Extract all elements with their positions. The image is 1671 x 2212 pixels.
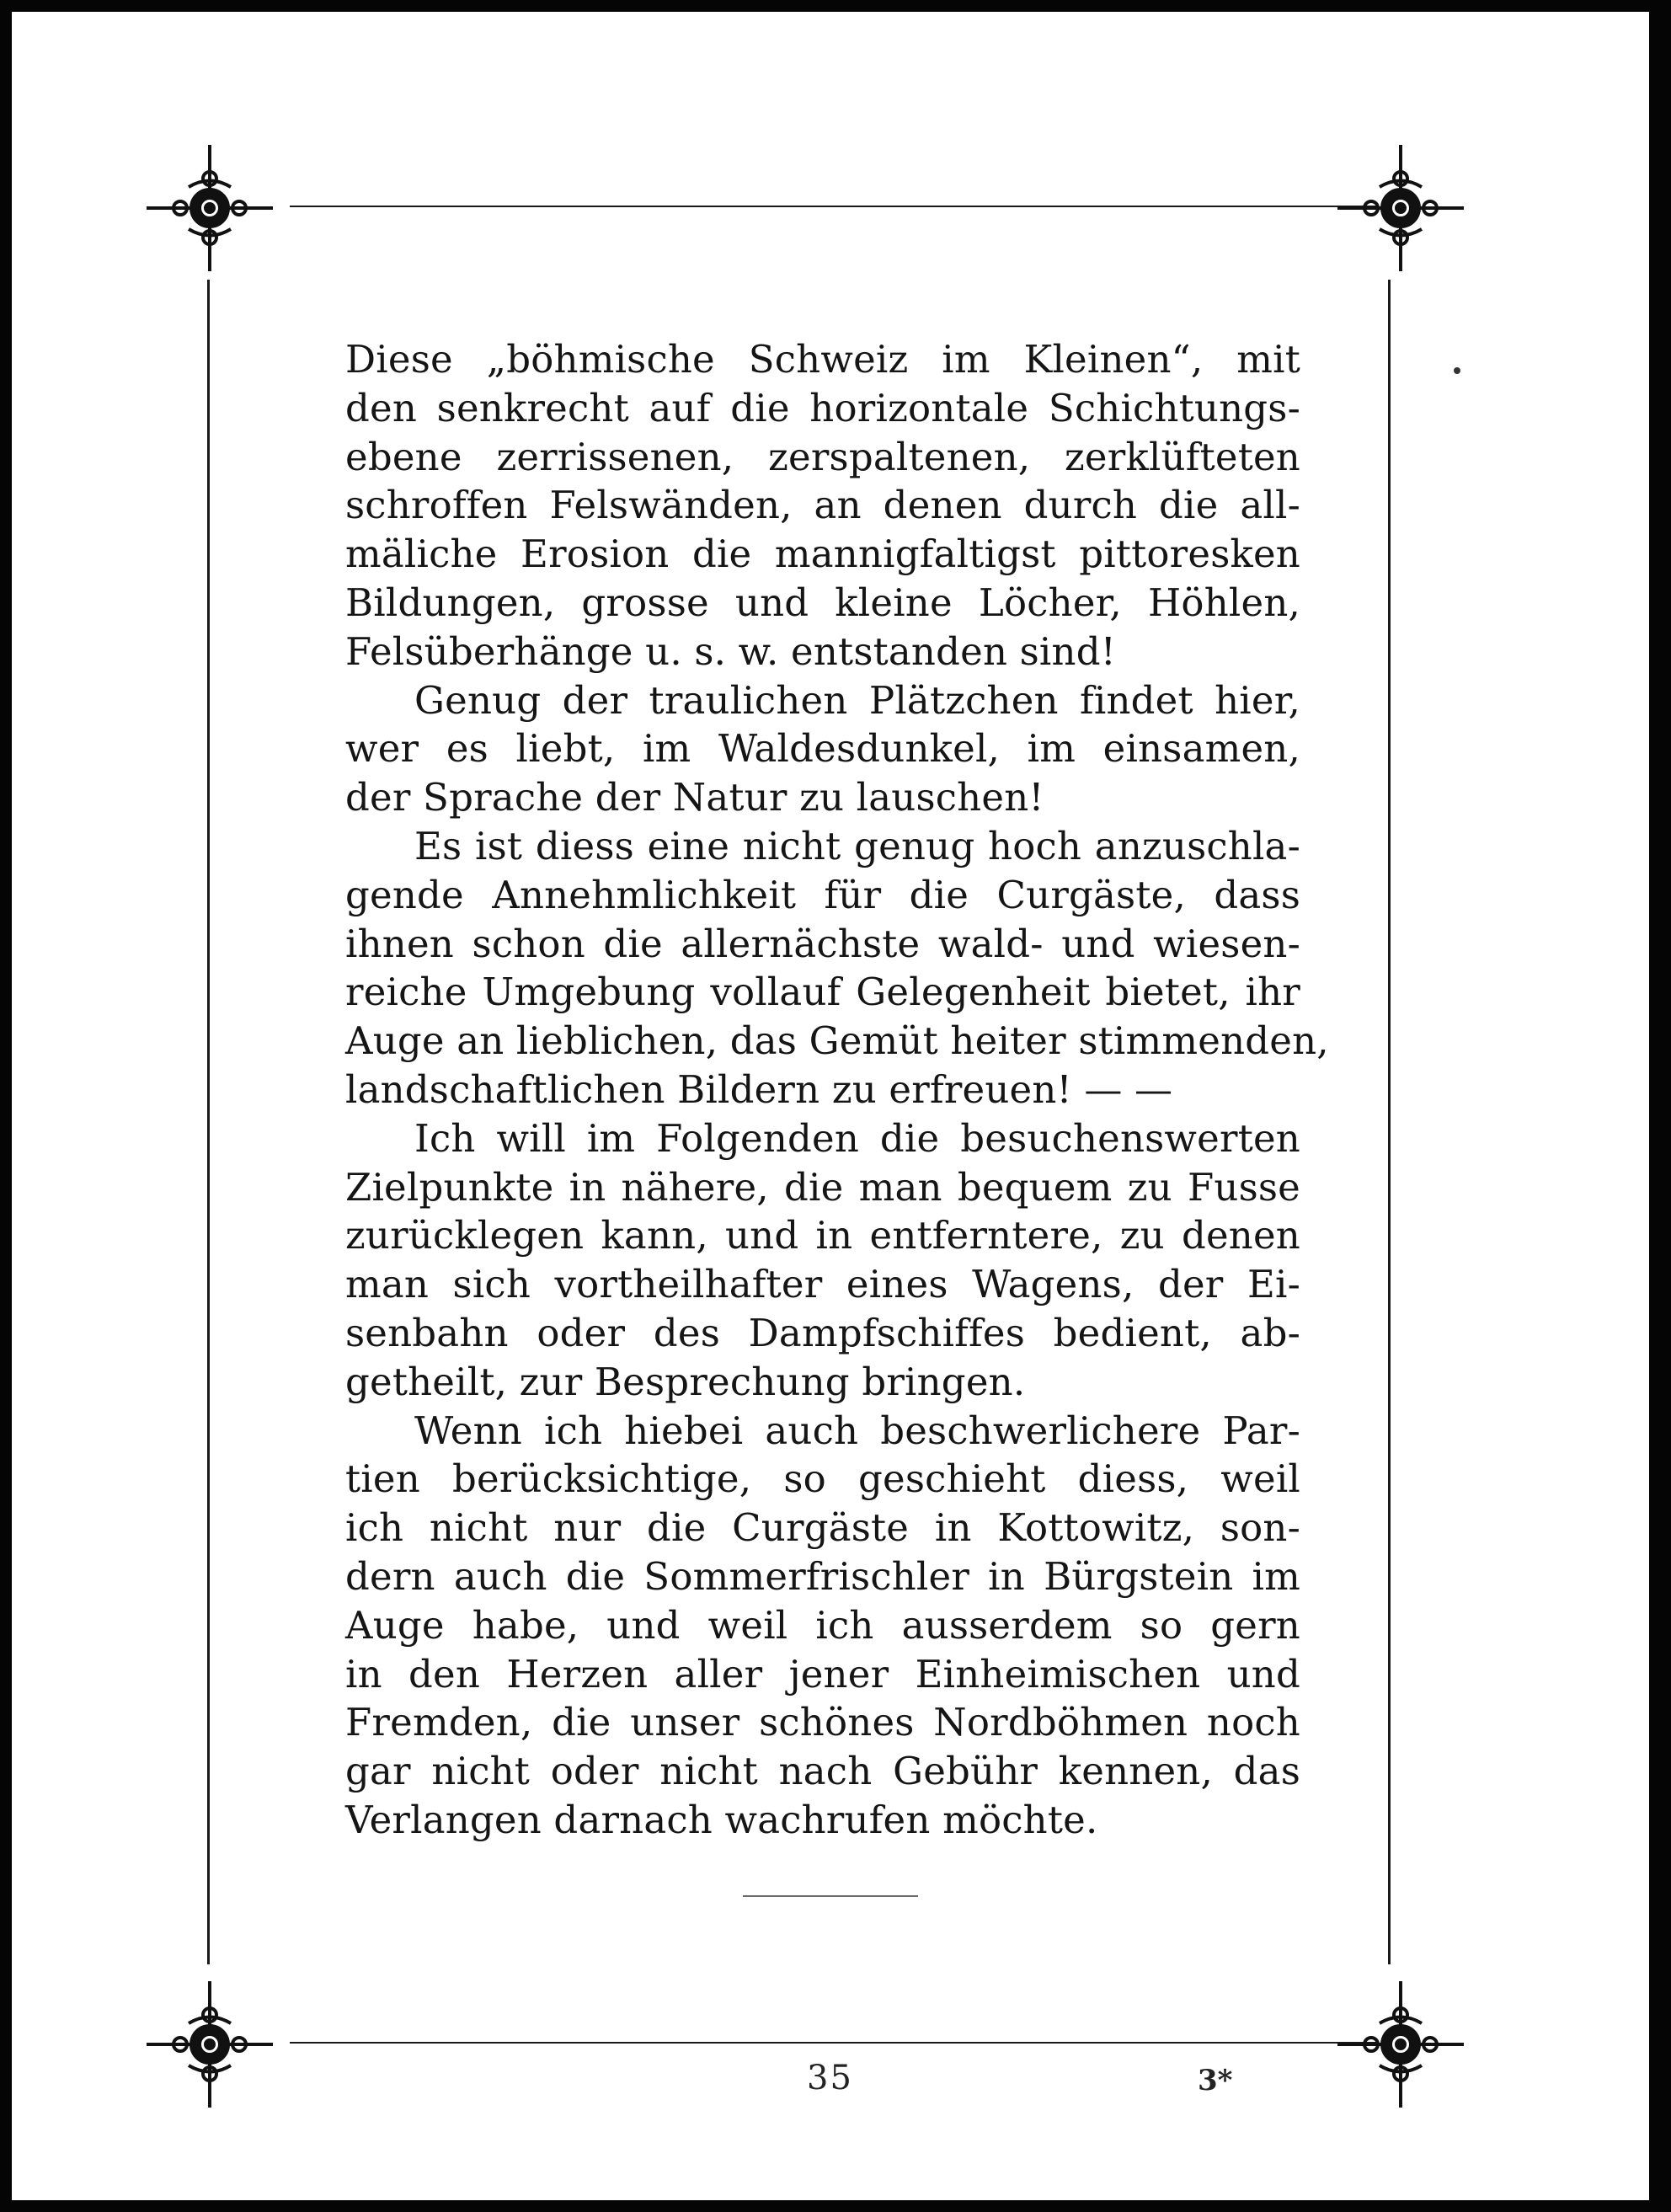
text-line: in den Herzen aller jener Einheimischen und	[345, 1651, 1300, 1696]
body-text	[345, 335, 1329, 1845]
text-line: reiche Umgebung vollauf Gelegenheit bietet, ihr	[345, 970, 1300, 1015]
text-line: Wenn ich hiebei auch beschwerlichere Par-	[414, 1408, 1300, 1453]
text-line: Felsüberhänge u. s. w. entstanden sind!	[345, 628, 1116, 674]
ornament-bottom-right-icon	[1329, 1973, 1472, 2116]
book-page	[12, 12, 1649, 2200]
text-line: Auge an lieblichen, das Gemüt heiter stimmenden,	[345, 1018, 1329, 1064]
frame-top-line	[290, 206, 1376, 207]
text-line: Bildungen, grosse und kleine Löcher, Höhlen,	[345, 580, 1300, 625]
paragraph	[345, 1114, 1300, 1407]
ornament-top-right-icon	[1329, 136, 1472, 280]
text-line: Zielpunkte in nähere, die man bequem zu Fusse	[345, 1164, 1300, 1210]
paragraph	[345, 822, 1329, 1114]
signature-mark: 3*	[1198, 2064, 1233, 2097]
text-line: der Sprache der Natur zu lauschen!	[345, 775, 1044, 820]
text-line: ich nicht nur die Curgäste in Kottowitz, son-	[345, 1505, 1300, 1551]
stray-dot	[1454, 367, 1460, 374]
frame-bottom-line	[290, 2042, 1376, 2044]
paragraph	[345, 676, 1300, 822]
end-separator-rule	[743, 1895, 918, 1897]
text-line: zurücklegen kann, und in entferntere, zu denen	[345, 1213, 1300, 1258]
text-line: ihnen schon die allernächste wald- und wiesen-	[345, 921, 1300, 966]
text-line: Fremden, die unser schönes Nordböhmen noch	[345, 1700, 1300, 1745]
text-line: dern auch die Sommerfrischler in Bürgstein im	[345, 1553, 1300, 1599]
text-line: senbahn oder des Dampfschiffes bedient, ab-	[345, 1310, 1300, 1355]
text-line: getheilt, zur Besprechung bringen.	[345, 1359, 1026, 1404]
text-line: Diese „böhmische Schweiz im Kleinen“, mit	[345, 337, 1300, 382]
text-line: Genug der traulichen Plätzchen findet hier,	[414, 677, 1300, 723]
paragraph	[345, 1407, 1300, 1845]
paragraph	[345, 335, 1300, 676]
text-line: Es ist diess eine nicht genug hoch anzuschla-	[414, 823, 1300, 868]
text-line: ebene zerrissenen, zerspaltenen, zerklüfteten	[345, 434, 1300, 479]
text-line: gende Annehmlichkeit für die Curgäste, dass	[345, 872, 1300, 917]
text-line: den senkrecht auf die horizontale Schichtungs-	[345, 385, 1300, 430]
ornament-top-left-icon	[138, 136, 281, 280]
text-line: Auge habe, und weil ich ausserdem so gern	[345, 1602, 1300, 1648]
text-line: man sich vortheilhafter eines Wagens, der Ei-	[345, 1262, 1300, 1307]
text-line: Verlangen darnach wachrufen möchte.	[345, 1797, 1098, 1842]
page-number: 35	[807, 2059, 853, 2097]
frame-left-line	[207, 280, 210, 1964]
text-line: landschaftlichen Bildern zu erfreuen! — —	[345, 1066, 1173, 1112]
text-line: Ich will im Folgenden die besuchenswerten	[414, 1115, 1300, 1161]
text-line: schroffen Felswänden, an denen durch die all-	[345, 483, 1300, 528]
text-line: gar nicht oder nicht nach Gebühr kennen, das	[345, 1749, 1300, 1794]
text-line: tien berücksichtige, so geschieht diess, weil	[345, 1456, 1300, 1502]
text-line: mäliche Erosion die mannigfaltigst pittoresken	[345, 532, 1300, 577]
frame-right-line	[1388, 280, 1391, 1964]
text-line: wer es liebt, im Waldesdunkel, im einsamen,	[345, 726, 1300, 772]
ornament-bottom-left-icon	[138, 1973, 281, 2116]
